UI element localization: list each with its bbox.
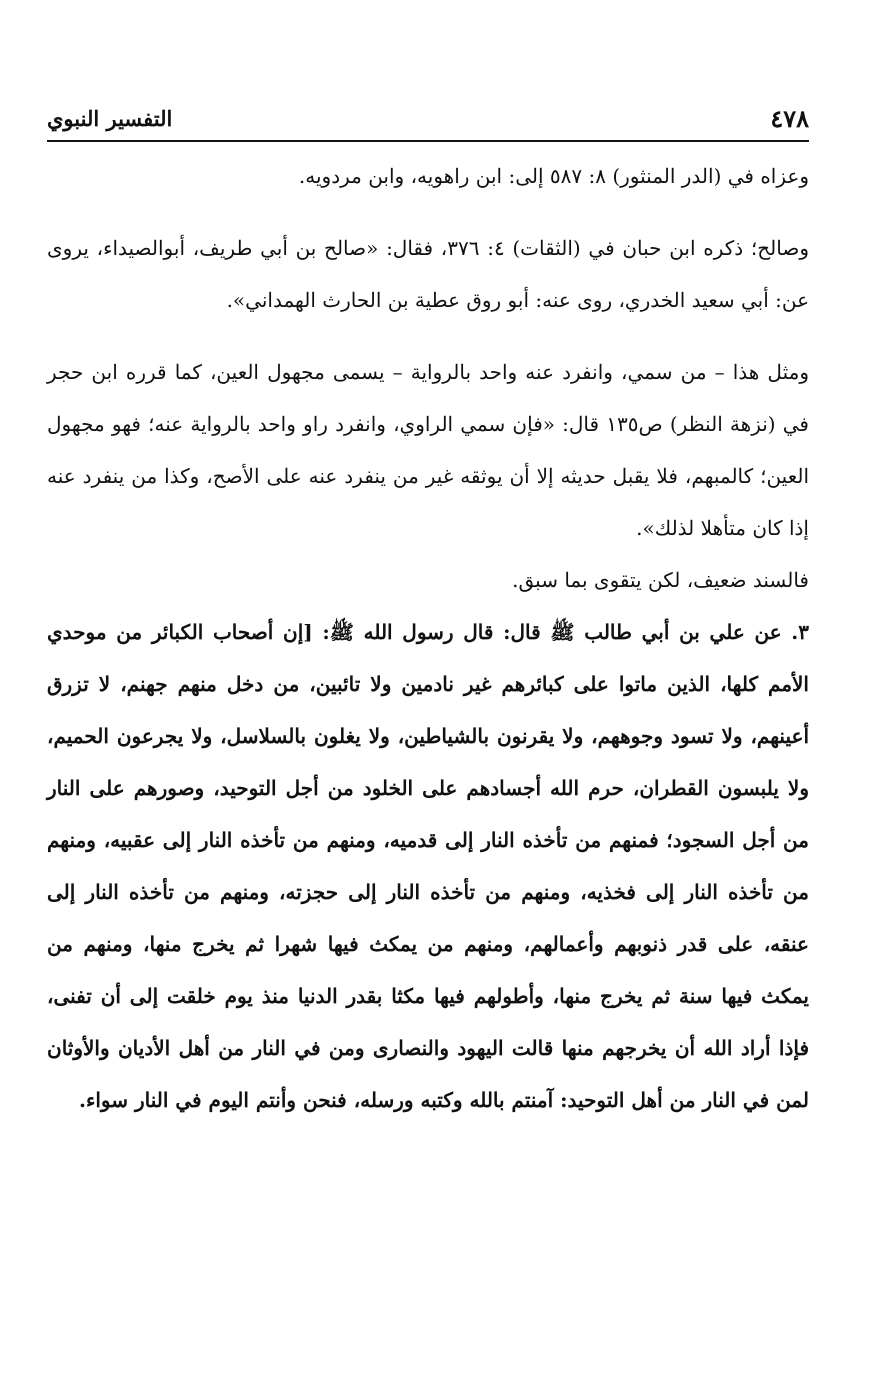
paragraph-narrator-note: وصالح؛ ذكره ابن حبان في (الثقات) ٤: ٣٧٦، فقال: «صالح بن أبي طريف، أبوالصيداء، يروى عن: أبي سعيد الخدري، روى عنه: أبو روق عطية بن الحارث الهمداني». (47, 236, 809, 312)
running-title: التفسير النبوي (47, 106, 173, 131)
paragraph-chain-grade: فالسند ضعيف، لكن يتقوى بما سبق. (512, 568, 809, 592)
paragraph-hadith-3: ٣. عن علي بن أبي طالب ﷺ قال: قال رسول الله ﷺ: [إن أصحاب الكبائر من موحدي الأمم كلها، الذين ماتوا على كبائرهم غير نادمين ولا تائبين، من دخل منهم جهنم، لا تزرق أعينهم، ولا تسود وجوههم، ولا يقرنون بالشياطين، ولا يغلون بالسلاسل، ولا يجرعون الحميم، ولا يلبسون القطران، حرم الله أجسادهم على الخلود من أجل التوحيد، وصورهم على النار من أجل السجود؛ فمنهم من تأخذه النار إلى قدميه، ومنهم من تأخذه النار إلى عقبيه، ومنهم من تأخذه النار إلى فخذيه، ومنهم من تأخذه النار إلى حجزته، ومنهم من تأخذه النار إلى عنقه، على قدر ذنوبهم وأعمالهم، ومنهم من يمكث فيها شهرا ثم يخرج منها، ومنهم من يمكث فيها سنة ثم يخرج منها، وأطولهم فيها مكثا بقدر الدنيا منذ يوم خلقت إلى أن تفنى، فإذا أراد الله أن يخرجهم منها قالت اليهود والنصارى ومن في النار من أهل الأديان والأوثان لمن في النار من أهل التوحيد: آمنتم بالله وكتبه ورسله، فنحن وأنتم اليوم في النار سواء. (47, 620, 809, 1112)
paragraph-citation: وعزاه في (الدر المنثور) ٨: ٥٨٧ إلى: ابن راهويه، وابن مردويه. (298, 164, 809, 188)
paragraph-unknown-narrator: ومثل هذا – من سمي، وانفرد عنه واحد بالرواية – يسمى مجهول العين، كما قرره ابن حجر في (نزهة النظر) ص١٣٥ قال: «فإن سمي الراوي، وانفرد راو واحد بالرواية عنه؛ فهو مجهول العين؛ كالمبهم، فلا يقبل حديثه إلا أن يوثقه غير من ينفرد عنه على الأصح، وكذا من ينفرد عنه إذا كان متأهلا لذلك». (47, 360, 809, 540)
page-header (47, 104, 809, 140)
page-body (47, 150, 809, 1126)
header-rule (47, 140, 809, 142)
page-number: ٤٧٨ (770, 104, 809, 133)
